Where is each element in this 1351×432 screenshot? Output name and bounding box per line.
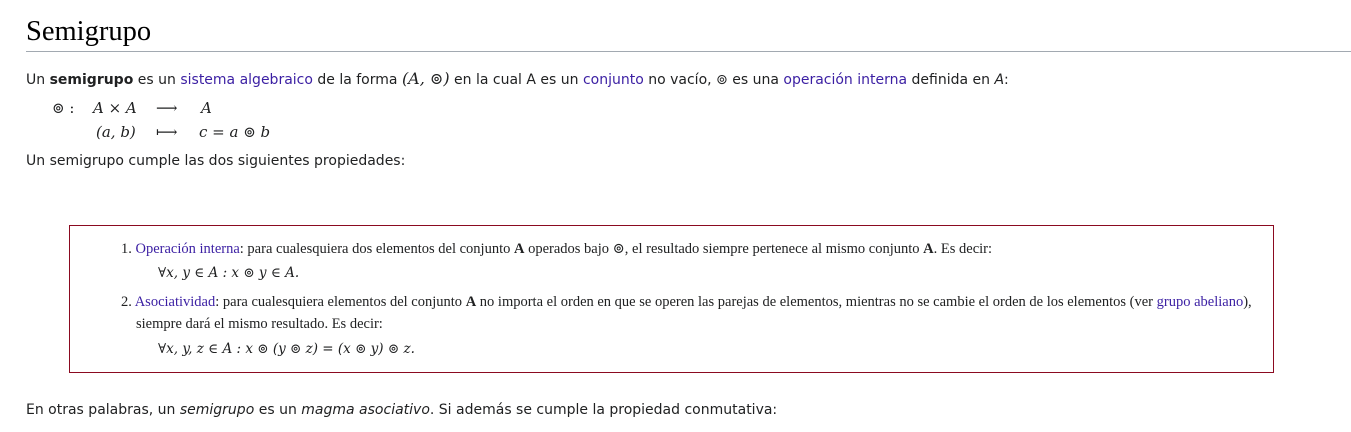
property-1-text-3: . Es decir: bbox=[933, 241, 993, 257]
property-1-bold-a-2: A bbox=[923, 241, 934, 257]
intro-text-3: de la forma bbox=[312, 72, 402, 88]
property-2-text-2: no importa el orden en que se operen las parejas de elementos, mientras no se cambie el orden de los elementos (ver bbox=[476, 294, 1157, 310]
closing-text-1: En otras palabras, un bbox=[26, 402, 180, 418]
closing-em-semigrupo: semigrupo bbox=[179, 402, 255, 418]
properties-box bbox=[69, 225, 1274, 373]
intro-text-8: : bbox=[1004, 72, 1009, 88]
closing-text-2: es un bbox=[254, 402, 302, 418]
bold-term-semigrupo: semigrupo bbox=[49, 72, 134, 88]
properties-intro: Un semigrupo cumple las dos siguientes propiedades: bbox=[26, 153, 406, 169]
intro-text-7: definida en bbox=[907, 72, 995, 88]
mapping-op-label: ⊚ : bbox=[52, 99, 75, 117]
link-grupo-abeliano[interactable]: grupo abeliano bbox=[1156, 294, 1244, 310]
intro-text-6: es una bbox=[727, 72, 784, 88]
link-asociatividad[interactable]: Asociatividad bbox=[134, 294, 216, 310]
mapping-row-2 bbox=[0, 122, 300, 142]
property-2-text-1: : para cualesquiera elementos del conjunto bbox=[215, 294, 466, 310]
mapping-row-1 bbox=[0, 98, 300, 118]
mapping-domain: A × A bbox=[93, 99, 137, 117]
closing-text-3: . Si además se cumple la propiedad conmutativa: bbox=[429, 402, 778, 418]
mapping-arrow-1: ⟶ bbox=[156, 99, 178, 117]
link-operacion-interna-prop[interactable]: Operación interna bbox=[135, 241, 240, 257]
intro-text-4: en la cual A es un bbox=[449, 72, 583, 88]
mapping-result: c = a ⊚ b bbox=[199, 123, 271, 141]
closing-em-magma: magma asociativo bbox=[301, 402, 430, 418]
property-1-number: 1. bbox=[121, 241, 132, 257]
property-2-text-3: ), bbox=[1243, 294, 1252, 310]
intro-text-1: Un bbox=[26, 72, 50, 88]
property-2-formula: ∀x, y, z ∈ A : x ⊚ (y ⊚ z) = (x ⊚ y) ⊚ z. bbox=[158, 341, 415, 357]
property-2-line-2: siempre dará el mismo resultado. Es decir: bbox=[136, 316, 383, 332]
intro-paragraph bbox=[26, 69, 1009, 90]
property-1-text-2: operados bajo ⊚, el resultado siempre pertenece al mismo conjunto bbox=[524, 241, 924, 257]
closing-paragraph bbox=[26, 400, 777, 420]
property-2-line-1 bbox=[121, 292, 1252, 312]
link-conjunto[interactable]: conjunto bbox=[582, 72, 644, 88]
property-1-formula: ∀x, y ∈ A : x ⊚ y ∈ A. bbox=[158, 265, 300, 281]
set-name-a: A bbox=[994, 72, 1005, 88]
mapping-arrow-2: ⟼ bbox=[156, 123, 178, 141]
property-1-bold-a-1: A bbox=[513, 241, 525, 257]
page-title: Semigrupo bbox=[26, 16, 152, 47]
op-symbol: ⊚ bbox=[716, 72, 728, 88]
title-divider bbox=[26, 51, 1351, 52]
intro-text-2: es un bbox=[133, 72, 181, 88]
property-2-bold-a: A bbox=[465, 294, 477, 310]
link-operacion-interna[interactable]: operación interna bbox=[783, 72, 908, 88]
property-2-number: 2. bbox=[121, 294, 132, 310]
property-1-text-1: : para cualesquiera dos elementos del conjunto bbox=[239, 241, 514, 257]
intro-text-5: no vacío, bbox=[643, 72, 717, 88]
mapping-pair: (a, b) bbox=[96, 123, 136, 141]
property-1-line bbox=[121, 239, 992, 259]
mapping-codomain: A bbox=[201, 99, 212, 117]
link-sistema-algebraico[interactable]: sistema algebraico bbox=[180, 72, 313, 88]
form-notation: (A, ⊚) bbox=[401, 69, 450, 88]
